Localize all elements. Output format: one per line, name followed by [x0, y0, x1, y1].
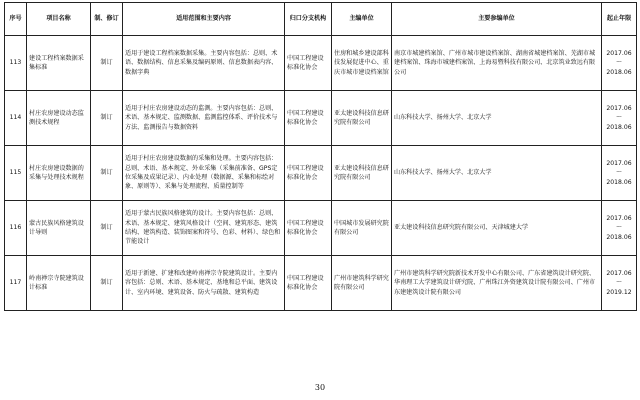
- table-row: [5, 146, 637, 201]
- cell-scope: 适用于蒙古民族风格建筑的设计。主要内容包括：总则、术语、基本规定、建筑风格设计（空间、建筑形态、建筑结构、建筑构造、装饰图案和符号、色彩、材料）、绿色和节能设计: [123, 201, 285, 256]
- cell-participants: 南京市城建档案馆、广州市城市建设档案馆、湖南省城建档案馆、芜湖市城建档案馆、珠海市城建档案馆、上海易暨科技有限公司、北京筑业致远有限公司: [392, 36, 602, 91]
- cell-org: 中国工程建设标准化协会: [285, 36, 332, 91]
- header-no: 序号: [5, 3, 27, 36]
- cell-scope: 适用于新建、扩建和改建岭南禅宗寺院建筑设计。主要内容包括：总则、术语、基本规定、基地和总平面、建筑设计、室内环境、建筑设备、防火与疏散、建筑构造: [123, 256, 285, 311]
- period-end: 2018.06: [606, 68, 632, 76]
- cell-period: [602, 91, 637, 146]
- period-start: 2017.06: [606, 269, 632, 277]
- cell-participants: 山东科技大学、扬州大学、北京大学: [392, 91, 602, 146]
- period-start: 2017.06: [606, 104, 632, 112]
- cell-type: 制订: [91, 91, 123, 146]
- period-sep: ～: [615, 169, 623, 177]
- period-end: 2018.06: [606, 123, 632, 131]
- cell-editor: 亚太建设科技信息研究院有限公司: [332, 146, 392, 201]
- table-row: [5, 36, 637, 91]
- page-number: 30: [314, 383, 326, 392]
- cell-no: 117: [5, 256, 27, 311]
- cell-participants: 山东科技大学、扬州大学、北京大学: [392, 146, 602, 201]
- period-sep: ～: [615, 59, 623, 67]
- cell-name: 蒙古民族风格建筑设计导则: [27, 201, 91, 256]
- header-editor: 主编单位: [332, 3, 392, 36]
- cell-name: 村庄农房建设动态监测技术规程: [27, 91, 91, 146]
- header-period: 起止年限: [602, 3, 637, 36]
- cell-type: 制订: [91, 256, 123, 311]
- period-sep: ～: [615, 224, 623, 232]
- cell-no: 116: [5, 201, 27, 256]
- period-sep: ～: [615, 114, 623, 122]
- cell-period: [602, 146, 637, 201]
- cell-participants: 亚太建设科技信息研究院有限公司、天津城建大学: [392, 201, 602, 256]
- period-start: 2017.06: [606, 159, 632, 167]
- cell-period: [602, 201, 637, 256]
- cell-org: 中国工程建设标准化协会: [285, 256, 332, 311]
- cell-org: 中国工程建设标准化协会: [285, 91, 332, 146]
- period-end: 2018.06: [606, 178, 632, 186]
- cell-name: 岭南禅宗寺院建筑设计标准: [27, 256, 91, 311]
- cell-editor: 广州市建筑科学研究院有限公司: [332, 256, 392, 311]
- table-row: [5, 201, 637, 256]
- cell-name: 村庄农房建设数据的采集与处理技术规程: [27, 146, 91, 201]
- cell-type: 制订: [91, 201, 123, 256]
- standards-table: [4, 2, 637, 311]
- header-type: 制、修订: [91, 3, 123, 36]
- cell-type: 制订: [91, 146, 123, 201]
- period-start: 2017.06: [606, 49, 632, 57]
- cell-org: 中国工程建设标准化协会: [285, 146, 332, 201]
- table-row: [5, 91, 637, 146]
- cell-period: [602, 256, 637, 311]
- cell-editor: 中国城市发展研究院有限公司: [332, 201, 392, 256]
- cell-editor: 住房和城乡建设部科技发展促进中心、重庆市城市建设档案馆: [332, 36, 392, 91]
- header-participants: 主要参编单位: [392, 3, 602, 36]
- cell-scope: 适用于村庄农房建设数据的采集和处理。主要内容包括：总则、术语、基本规定、外业采集（采集前准备、GPS定位采集及成果记录）、内业处理（数据源、采集和标绘对象、原则等）、采集与处理流程、质量控制等: [123, 146, 285, 201]
- cell-scope: 适用于建设工程档案数据采集。主要内容包括：总则、术语、数据结构、信息采集及编码原则、信息数据表内容、数据字典: [123, 36, 285, 91]
- cell-org: 中国工程建设标准化协会: [285, 201, 332, 256]
- cell-period: [602, 36, 637, 91]
- table-row: [5, 256, 637, 311]
- cell-type: 制订: [91, 36, 123, 91]
- cell-editor: 亚太建设科技信息研究院有限公司: [332, 91, 392, 146]
- cell-scope: 适用于村庄农房建设动态的监测。主要内容包括：总则、术语、基本规定、监测数据、监测监控体系、评价技术与方法、监测报告与数据资料: [123, 91, 285, 146]
- header-scope: 适用范围和主要内容: [123, 3, 285, 36]
- cell-no: 114: [5, 91, 27, 146]
- period-end: 2019.12: [606, 288, 632, 296]
- period-start: 2017.06: [606, 214, 632, 222]
- period-sep: ～: [615, 279, 623, 287]
- header-name: 项目名称: [27, 3, 91, 36]
- header-org: 归口分支机构: [285, 3, 332, 36]
- cell-no: 115: [5, 146, 27, 201]
- cell-name: 建设工程档案数据采集标准: [27, 36, 91, 91]
- cell-participants: 广州市建筑科学研究院新技术开发中心有限公司、广东省建筑设计研究院、华南理工大学建筑设计研究院、广州珠江外资建筑设计院有限公司、广州市东建建筑设计院有限公司: [392, 256, 602, 311]
- cell-no: 113: [5, 36, 27, 91]
- period-end: 2018.06: [606, 233, 632, 241]
- table-header-row: [5, 3, 637, 36]
